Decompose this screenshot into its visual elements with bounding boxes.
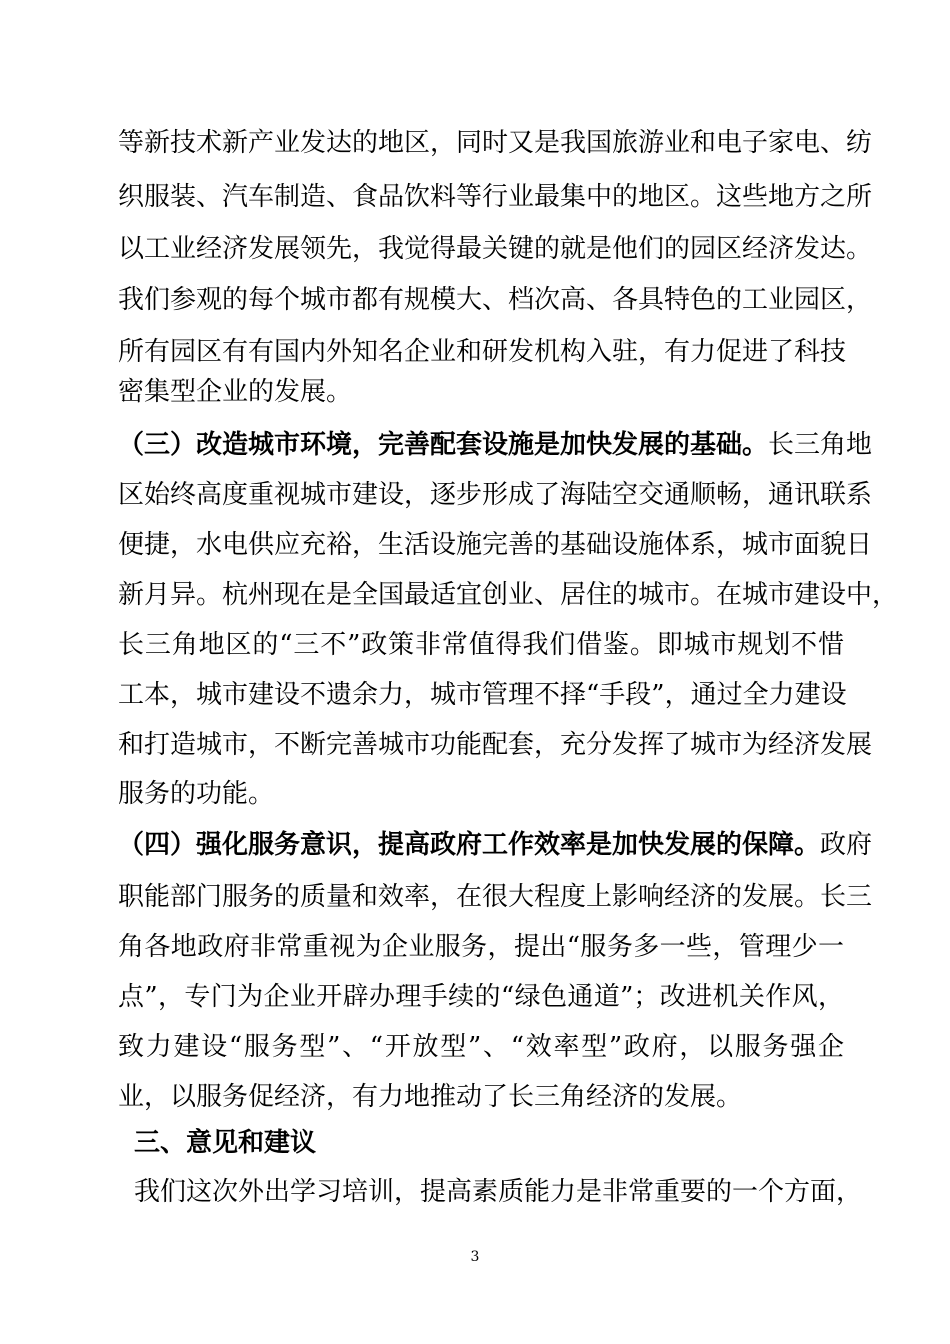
paragraph-line: 业，以服务促经济，有力地推动了长三角经济的发展。 <box>118 1082 743 1112</box>
paragraph-line: 工本，城市建设不遗余力，城市管理不择“手段”，通过全力建设 <box>118 680 847 710</box>
paragraph-line: 便捷，水电供应充裕，生活设施完善的基础设施体系，城市面貌日 <box>118 530 873 560</box>
paragraph-line: 等新技术新产业发达的地区，同时又是我国旅游业和电子家电、纺 <box>118 128 873 158</box>
paragraph-line: 所有园区有有国内外知名企业和研发机构入驻，有力促进了科技 <box>118 337 847 367</box>
paragraph-line: 以工业经济发展领先，我觉得最关键的就是他们的园区经济发达。 <box>118 234 873 264</box>
paragraph-line: 角各地政府非常重视为企业服务，提出“服务多一些，管理少一 <box>118 932 844 962</box>
part-3-heading: 三、意见和建议 <box>134 1128 317 1158</box>
page-number: 3 <box>470 1249 480 1265</box>
paragraph-line: 职能部门服务的质量和效率，在很大程度上影响经济的发展。长三 <box>118 882 873 912</box>
paragraph-line: 区始终高度重视城市建设，逐步形成了海陆空交通顺畅，通讯联系 <box>118 480 873 510</box>
section-3-first-line <box>118 428 873 462</box>
paragraph-line: 织服装、汽车制造、食品饮料等行业最集中的地区。这些地方之所 <box>118 182 873 212</box>
paragraph-line: 致力建设“服务型”、“开放型”、“效率型”政府，以服务强企 <box>118 1032 844 1062</box>
paragraph-line: 服务的功能。 <box>118 779 275 809</box>
section-4-first-line <box>118 828 873 862</box>
section-4-heading: （四）强化服务意识，提高政府工作效率是加快发展的保障。 <box>118 830 821 860</box>
paragraph-line: 密集型企业的发展。 <box>118 377 353 407</box>
paragraph-line: 点”，专门为企业开辟办理手续的“绿色通道”；改进机关作风， <box>118 982 844 1012</box>
paragraph-line: 和打造城市，不断完善城市功能配套，充分发挥了城市为经济发展 <box>118 730 873 760</box>
section-3-first-rest: 长三角地 <box>768 430 873 460</box>
section-3-heading: （三）改造城市环境，完善配套设施是加快发展的基础。 <box>118 430 769 460</box>
paragraph-line: 长三角地区的“三不”政策非常值得我们借鉴。即城市规划不惜 <box>118 630 844 660</box>
section-4-first-rest: 政府 <box>820 830 873 860</box>
paragraph-line: 新月异。杭州现在是全国最适宜创业、居住的城市。在城市建设中， <box>118 580 899 610</box>
paragraph-line: 我们参观的每个城市都有规模大、档次高、各具特色的工业园区， <box>118 285 873 315</box>
paragraph-line: 我们这次外出学习培训，提高素质能力是非常重要的一个方面， <box>134 1177 863 1207</box>
